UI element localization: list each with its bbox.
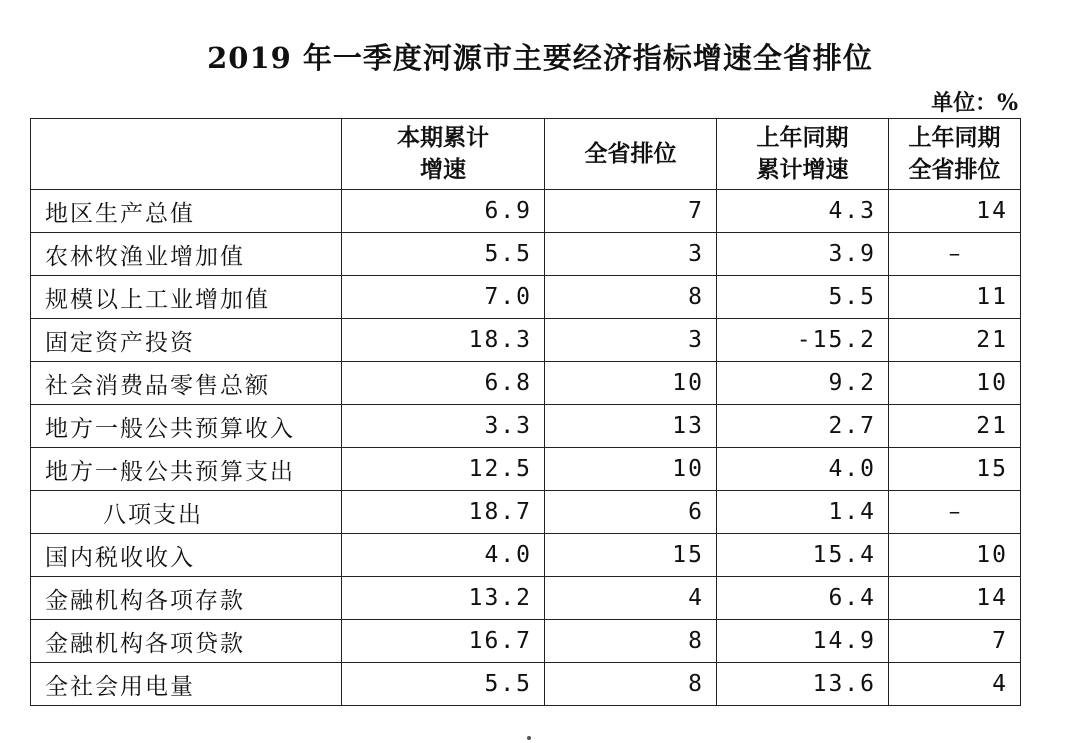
cell-rank: 7	[545, 190, 717, 233]
cell-rank: 13	[545, 405, 717, 448]
row-label: 全社会用电量	[31, 663, 342, 706]
cell-growth: 18.3	[342, 319, 545, 362]
table-body	[31, 190, 1021, 706]
cell-prev-growth: 1.4	[717, 491, 889, 534]
header-indicator	[31, 119, 342, 190]
cell-prev-rank: 7	[889, 620, 1021, 663]
cell-prev-growth: 4.3	[717, 190, 889, 233]
cell-rank: 15	[545, 534, 717, 577]
row-label: 金融机构各项存款	[31, 577, 342, 620]
table-row	[31, 620, 1021, 663]
cell-prev-rank: 10	[889, 534, 1021, 577]
cell-rank: 3	[545, 319, 717, 362]
cell-prev-rank: 14	[889, 577, 1021, 620]
header-prev-growth-line1: 上年同期	[756, 124, 849, 151]
header-growth-line2: 增速	[420, 156, 466, 183]
cell-growth: 5.5	[342, 233, 545, 276]
cell-prev-growth: 5.5	[717, 276, 889, 319]
header-rank-line1: 全省排位	[584, 140, 677, 167]
cell-prev-rank: 11	[889, 276, 1021, 319]
unit-label: 单位：%	[931, 90, 1018, 116]
table-row	[31, 233, 1021, 276]
header-row	[31, 119, 1021, 190]
cell-prev-rank: 15	[889, 448, 1021, 491]
cell-growth: 6.9	[342, 190, 545, 233]
cell-prev-rank: 4	[889, 663, 1021, 706]
table-row	[31, 405, 1021, 448]
header-prev-rank-line1: 上年同期	[908, 124, 1001, 151]
cell-rank: 3	[545, 233, 717, 276]
cell-prev-growth: -15.2	[717, 319, 889, 362]
cell-prev-rank: 14	[889, 190, 1021, 233]
row-label: 社会消费品零售总额	[31, 362, 342, 405]
cell-prev-growth: 14.9	[717, 620, 889, 663]
header-prev-rank-line2: 全省排位	[908, 156, 1001, 183]
indicator-table	[30, 118, 1021, 706]
cell-prev-rank: 10	[889, 362, 1021, 405]
row-label: 地方一般公共预算收入	[31, 405, 342, 448]
cell-rank: 10	[545, 448, 717, 491]
cell-growth: 7.0	[342, 276, 545, 319]
table-row	[31, 362, 1021, 405]
cell-growth: 3.3	[342, 405, 545, 448]
table-row	[31, 491, 1021, 534]
cell-rank: 6	[545, 491, 717, 534]
cell-prev-growth: 15.4	[717, 534, 889, 577]
cell-prev-growth: 3.9	[717, 233, 889, 276]
table-row	[31, 190, 1021, 233]
cell-prev-growth: 9.2	[717, 362, 889, 405]
table-row	[31, 276, 1021, 319]
cell-prev-growth: 6.4	[717, 577, 889, 620]
row-label: 地区生产总值	[31, 190, 342, 233]
cell-rank: 8	[545, 663, 717, 706]
row-label: 规模以上工业增加值	[31, 276, 342, 319]
cell-prev-rank: –	[889, 233, 1021, 276]
cell-growth: 18.7	[342, 491, 545, 534]
header-growth-line1: 本期累计	[397, 124, 489, 151]
row-label: 农林牧渔业增加值	[31, 233, 342, 276]
table-row	[31, 319, 1021, 362]
header-prev-growth-line2: 累计增速	[756, 156, 849, 183]
cell-rank: 10	[545, 362, 717, 405]
cell-rank: 4	[545, 577, 717, 620]
cell-growth: 16.7	[342, 620, 545, 663]
header-rank	[545, 119, 717, 190]
cell-prev-growth: 2.7	[717, 405, 889, 448]
table-row	[31, 448, 1021, 491]
cell-growth: 5.5	[342, 663, 545, 706]
table-row	[31, 663, 1021, 706]
page-title: 2019 年一季度河源市主要经济指标增速全省排位	[207, 41, 873, 75]
table-header	[31, 119, 1021, 190]
cell-growth: 12.5	[342, 448, 545, 491]
row-label: 八项支出	[31, 491, 342, 534]
table-row	[31, 534, 1021, 577]
cell-growth: 4.0	[342, 534, 545, 577]
header-prev-rank	[889, 119, 1021, 190]
cell-growth: 13.2	[342, 577, 545, 620]
cell-prev-rank: 21	[889, 319, 1021, 362]
cell-prev-rank: 21	[889, 405, 1021, 448]
cell-growth: 6.8	[342, 362, 545, 405]
header-growth	[342, 119, 545, 190]
cell-prev-growth: 4.0	[717, 448, 889, 491]
cell-prev-growth: 13.6	[717, 663, 889, 706]
table-row	[31, 577, 1021, 620]
cell-rank: 8	[545, 276, 717, 319]
row-label: 地方一般公共预算支出	[31, 448, 342, 491]
header-prev-growth	[717, 119, 889, 190]
row-label: 固定资产投资	[31, 319, 342, 362]
cell-prev-rank: –	[889, 491, 1021, 534]
scan-dot	[527, 736, 531, 740]
row-label: 国内税收收入	[31, 534, 342, 577]
row-label: 金融机构各项贷款	[31, 620, 342, 663]
cell-rank: 8	[545, 620, 717, 663]
